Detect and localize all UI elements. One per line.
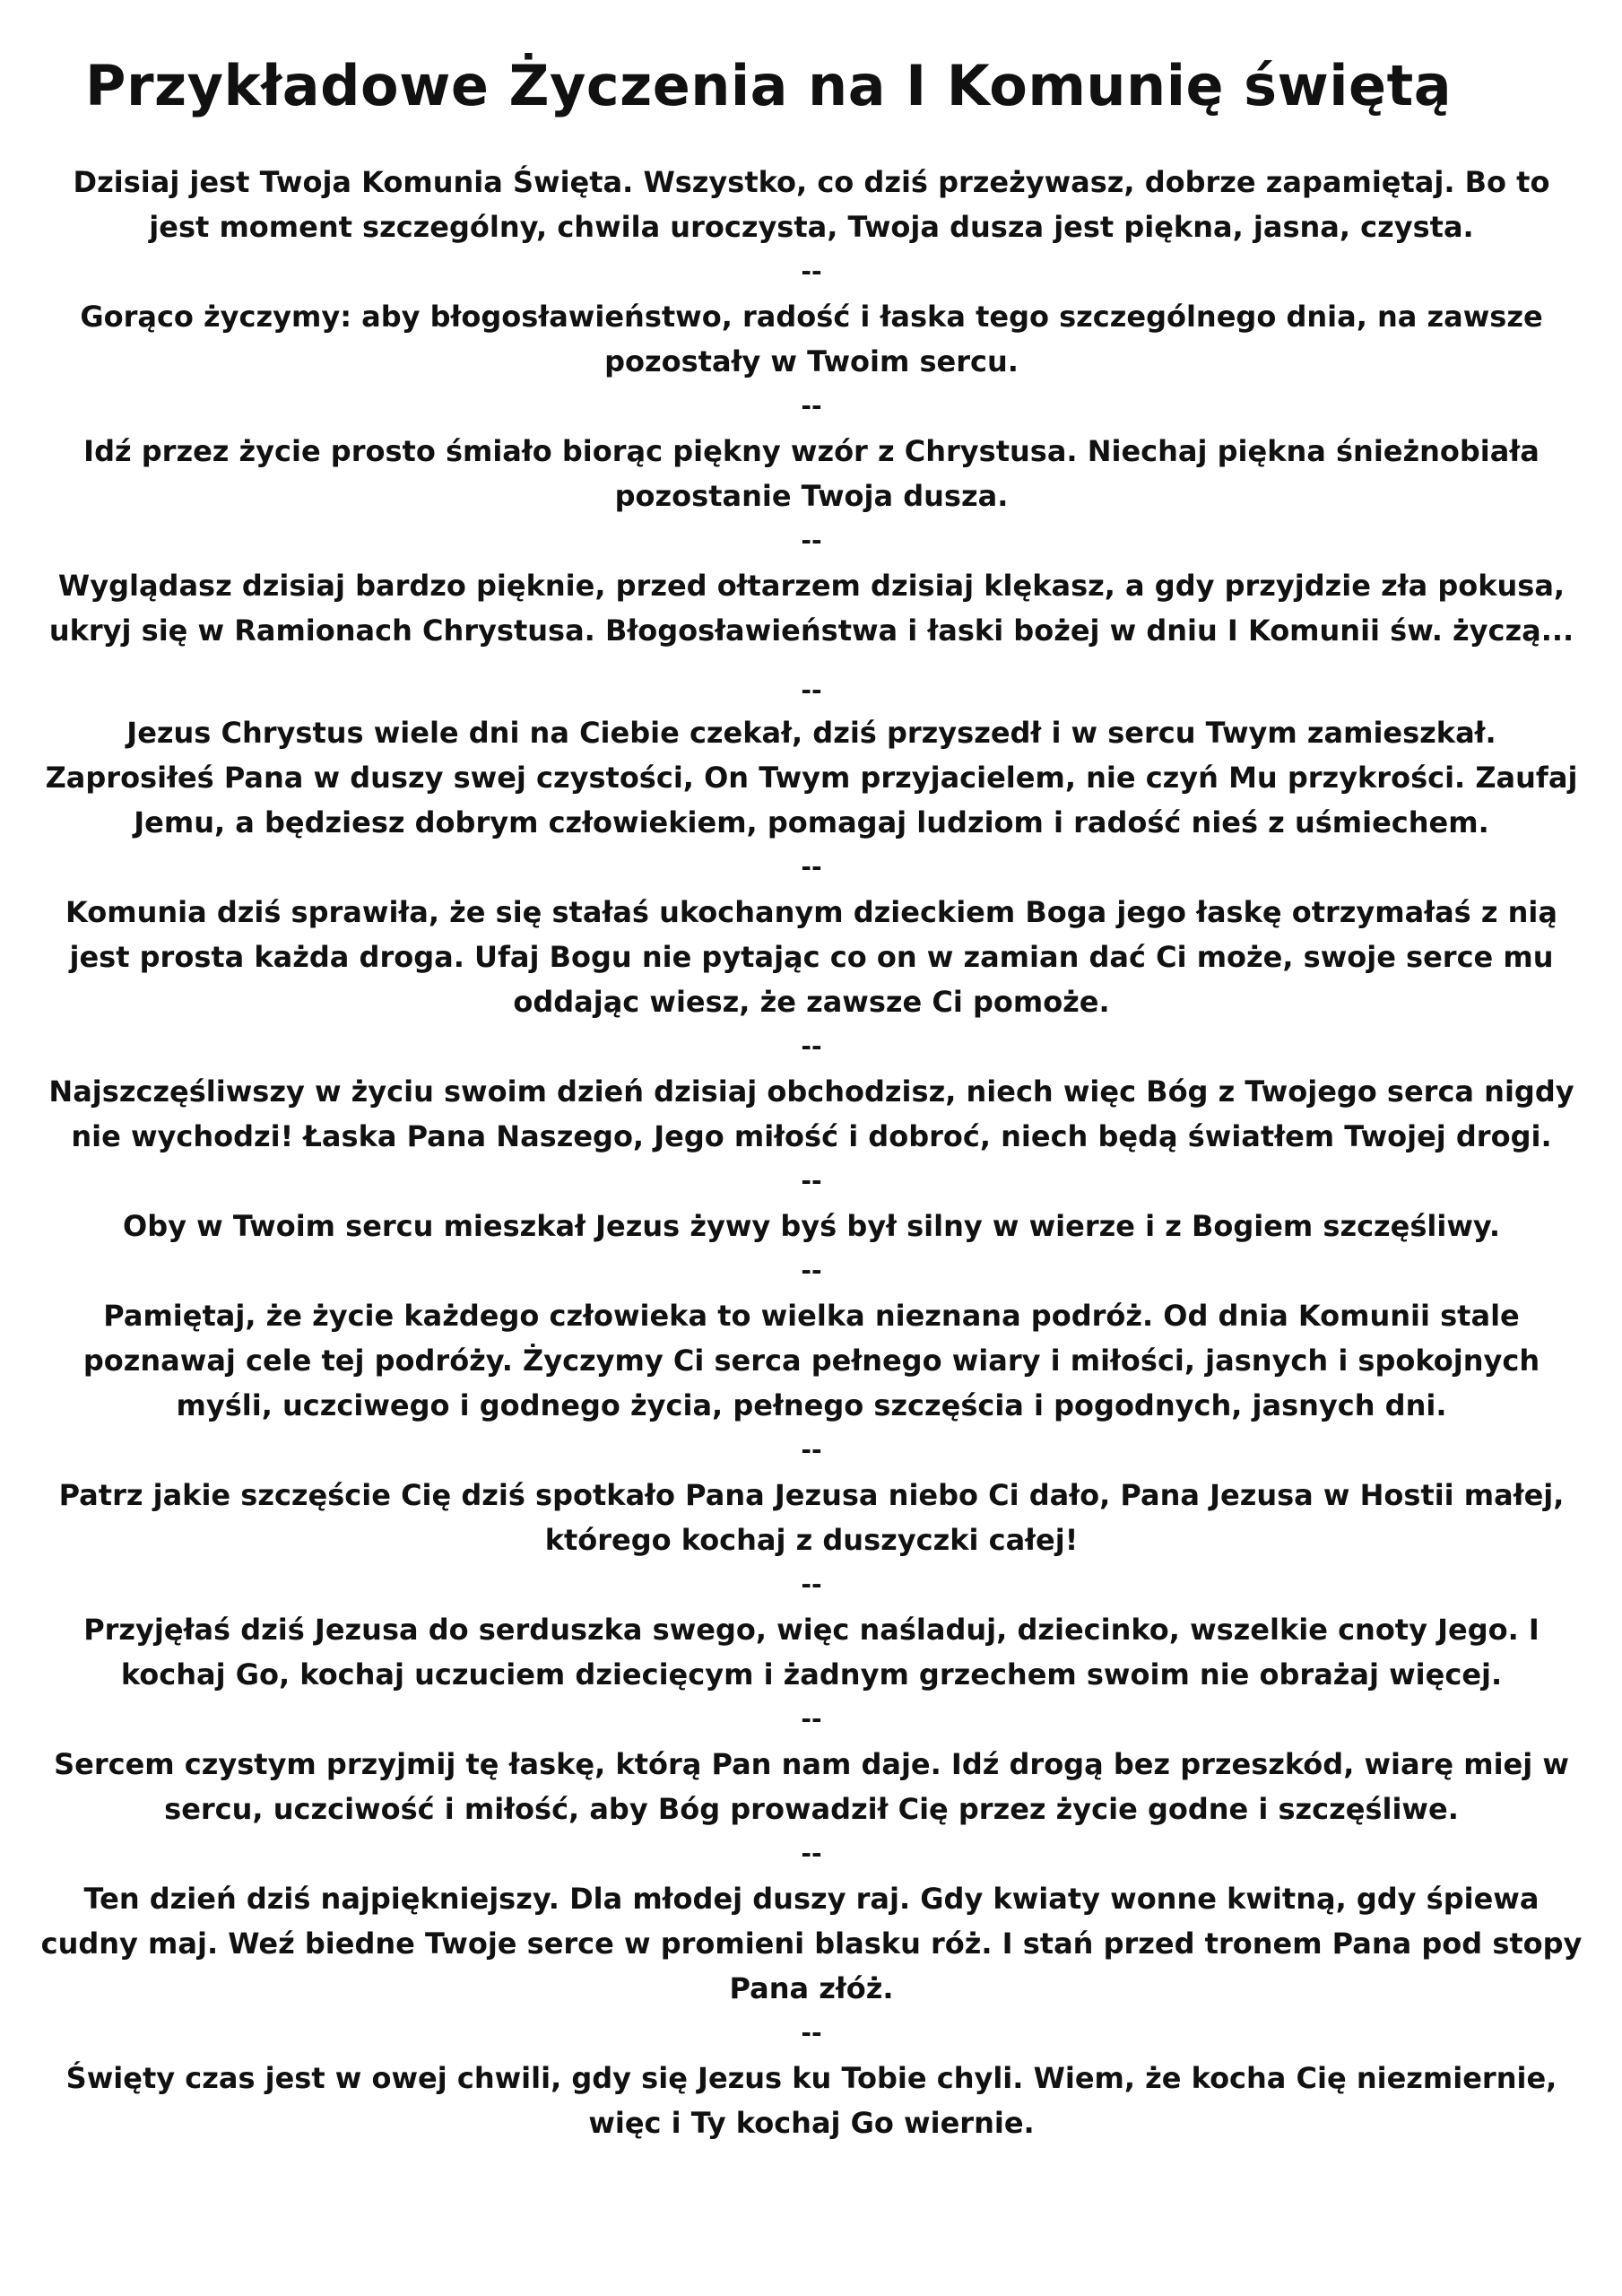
wish-text: Święty czas jest w owej chwili, gdy się Jezus ku Tobie chyli. Wiem, że kocha Cię niezmiernie, więc i Ty kochaj Go wiernie. [65,2061,1557,2140]
separator: -- [801,391,822,421]
separator: -- [801,1256,822,1285]
wish-text: Jezus Chrystus wiele dni na Ciebie czekał, dziś przyszedł i w sercu Twym zamieszkał. Zaprosiłeś Pana w duszy swej czystości, On Twym przyjacielem, nie czyń Mu przykrości. Zaufaj Jemu, a będziesz dobrym człowiekiem, pomagaj ludziom i radość nieś z uśmiechem. [45,716,1578,839]
wish-text: Sercem czystym przyjmij tę łaskę, którą Pan nam daje. Idź drogą bez przeszkód, wiarę miej w sercu, uczciwość i miłość, aby Bóg prowadził Cię przez życie godne i szczęśliwe. [54,1747,1569,1826]
separator: -- [801,675,822,705]
separator: -- [801,1166,822,1196]
wish-text: Przyjęłaś dziś Jezusa do serduszka swego, więc naśladuj, dziecinko, wszelkie cnoty Jego. I kochaj Go, kochaj uczuciem dziecięcym i żadnym grzechem swoim nie obrażaj więcej. [83,1613,1540,1692]
separator: -- [801,1839,822,1868]
wish-text: Idź przez życie prosto śmiało biorąc piękny wzór z Chrystusa. Niechaj piękna śnieżnobiała pozostanie Twoja dusza. [83,434,1540,513]
separator: -- [801,1031,822,1061]
wish-text: Wyglądasz dzisiaj bardzo pięknie, przed ołtarzem dzisiaj klękasz, a gdy przyjdzie zła pokusa, ukryj się w Ramionach Chrystusa. Błogosławieństwa i łaski bożej w dniu I Komunii św. życzą... [48,569,1574,648]
wish-text: Komunia dziś sprawiła, że się stałaś ukochanym dzieckiem Boga jego łaskę otrzymałaś z nią jest prosta każda droga. Ufaj Bogu nie pytając co on w zamian dać Ci może, swoje serce mu oddając wiesz, że zawsze Ci pomoże. [65,895,1557,1019]
separator: -- [801,526,822,555]
wish-text: Gorąco życzymy: aby błogosławieństwo, radość i łaska tego szczególnego dnia, na zawsze pozostały w Twoim sercu. [80,300,1543,378]
wish-text: Ten dzień dziś najpiękniejszy. Dla młodej duszy raj. Gdy kwiaty wonne kwitną, gdy śpiewa cudny maj. Weź biedne Twoje serce w promieni blasku róż. I stań przed tronem Pana pod stopy Pana złóż. [40,1882,1583,2005]
separator: -- [801,257,822,286]
separator: -- [801,2018,822,2048]
separator: -- [801,1435,822,1465]
page-title: Przykładowe Życzenia na I Komunię świętą [85,53,1453,118]
wish-text: Patrz jakie szczęście Cię dziś spotkało Pana Jezusa niebo Ci dało, Pana Jezusa w Hostii małej, którego kochaj z duszyczki całej! [58,1478,1565,1557]
separator: -- [801,1704,822,1734]
wishes-list [40,160,1583,2145]
separator: -- [801,1570,822,1599]
wish-text: Oby w Twoim sercu mieszkał Jezus żywy byś był silny w wierze i z Bogiem szczęśliwy. [123,1209,1500,1243]
wish-text: Pamiętaj, że życie każdego człowieka to wielka nieznana podróż. Od dnia Komunii stale poznawaj cele tej podróży. Życzymy Ci serca pełnego wiary i miłości, jasnych i spokojnych myśli, uczciwego i godnego życia, pełnego szczęścia i pogodnych, jasnych dni. [82,1299,1540,1422]
wish-text: Najszczęśliwszy w życiu swoim dzień dzisiaj obchodzisz, niech więc Bóg z Twojego serca nigdy nie wychodzi! Łaska Pana Naszego, Jego miłość i dobroć, niech będą światłem Twojej drogi. [48,1074,1574,1153]
separator: -- [801,852,822,882]
wish-text: Dzisiaj jest Twoja Komunia Święta. Wszystko, co dziś przeżywasz, dobrze zapamiętaj. Bo to jest moment szczególny, chwila uroczysta, Twoja dusza jest piękna, jasna, czysta. [73,165,1550,244]
